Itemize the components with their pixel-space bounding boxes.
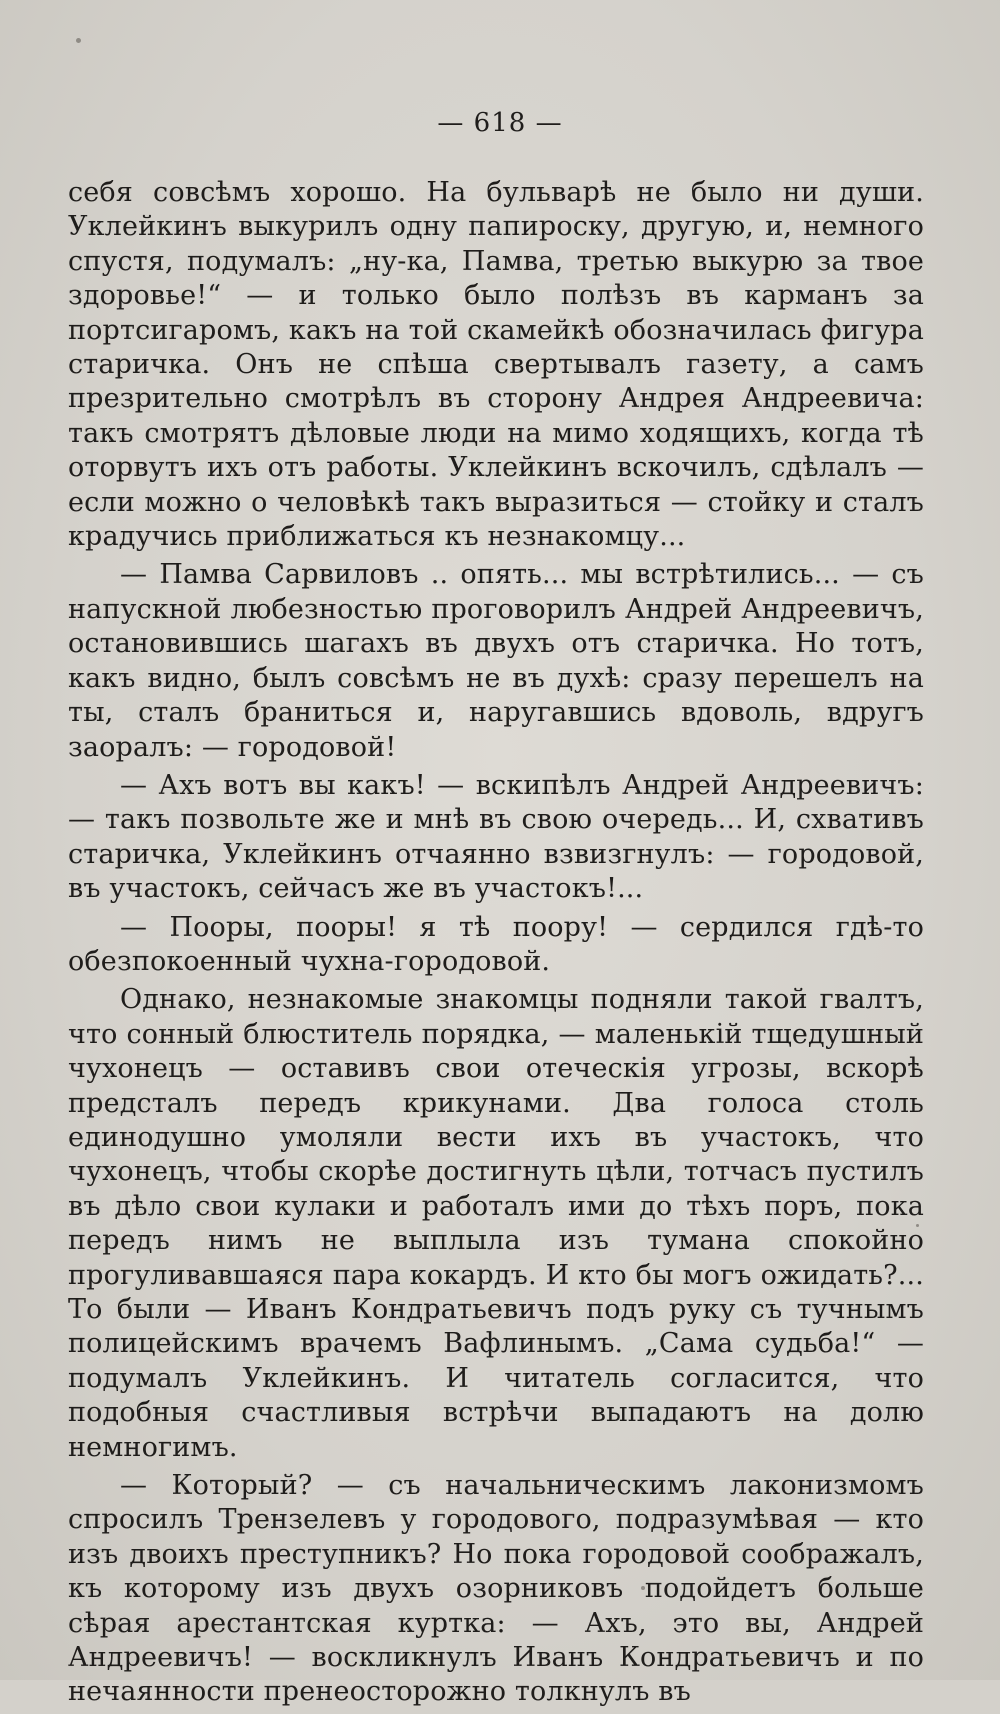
paragraph-5: Однако, незнакомые знакомцы подняли такой гвалтъ, что сонный блюститель порядка, — маленькій тщедушный чухонецъ — оставивъ свои отеческія угрозы, вскорѣ предсталъ передъ крикунами. Два голоса столь единодушно умоляли вести ихъ въ участокъ, что чухонецъ, чтобы скорѣе достигнуть цѣли, тотчасъ пустилъ въ дѣло свои кулаки и работалъ ими до тѣхъ поръ, пока передъ нимъ не выплыла изъ тумана спокойно прогуливавшаяся пара кокардъ. И кто бы могъ ожидать?... То были — Иванъ Кондратьевичъ подъ руку съ тучнымъ полицейскимъ врачемъ Вафлинымъ. „Сама судьба!“ — подумалъ Уклейкинъ. И читатель согласится, что подобныя счастливыя встрѣчи выпадаютъ на долю немногимъ. bbox=[68, 984, 924, 1463]
paragraph-1: себя совсѣмъ хорошо. На бульварѣ не было ни души. Уклейкинъ выкурилъ одну папироску, другую, и, немного спустя, подумалъ: „ну-ка, Памва, третью выкурю за твое здоровье!“ — и только было полѣзъ въ карманъ за портсигаромъ, какъ на той скамейкѣ обозначилась фигура старичка. Онъ не спѣша свертывалъ газету, а самъ презрительно смотрѣлъ въ сторону Андрея Андреевича: такъ смотрятъ дѣловые люди на мимо ходящихъ, когда тѣ оторвутъ ихъ отъ работы. Уклейкинъ вскочилъ, сдѣлалъ — если можно о человѣкѣ такъ выразиться — стойку и сталъ крадучись приближаться къ незнакомцу... bbox=[68, 177, 924, 553]
paragraph-6: — Который? — съ начальническимъ лаконизмомъ спросилъ Трензелевъ у городового, подразумѣвая — кто изъ двоихъ преступникъ? Но пока городовой соображалъ, къ которому изъ двухъ озорниковъ подойдетъ больше сѣрая арестантская куртка: — Ахъ, это вы, Андрей Андреевичъ! — воскликнулъ Иванъ Кондратьевичъ и по нечаянности пренеосторожно толкнулъ въ bbox=[68, 1470, 924, 1708]
paragraph-4: — Пооры, пооры! я тѣ поору! — сердился гдѣ-то обезпокоенный чухна-городовой. bbox=[68, 911, 924, 977]
paragraph-3: — Ахъ вотъ вы какъ! — вскипѣлъ Андрей Андреевичъ: — такъ позвольте же и мнѣ въ свою очередь... И, схвативъ старичка, Уклейкинъ отчаянно взвизгнулъ: — городовой, въ участокъ, сейчасъ же въ участокъ!... bbox=[68, 769, 924, 905]
page-number: — 618 — bbox=[437, 108, 563, 138]
paragraph-2: — Памва Сарвиловъ .. опять... мы встрѣтились... — съ напускной любезностью проговорилъ Андрей Андреевичъ, остановившись шагахъ въ двухъ отъ старичка. Но тотъ, какъ видно, былъ совсѣмъ не въ духѣ: сразу перешелъ на ты, сталъ браниться и, наругавшись вдоволь, вдругъ заоралъ: — городовой! bbox=[68, 559, 924, 763]
page-text bbox=[68, 176, 924, 1714]
